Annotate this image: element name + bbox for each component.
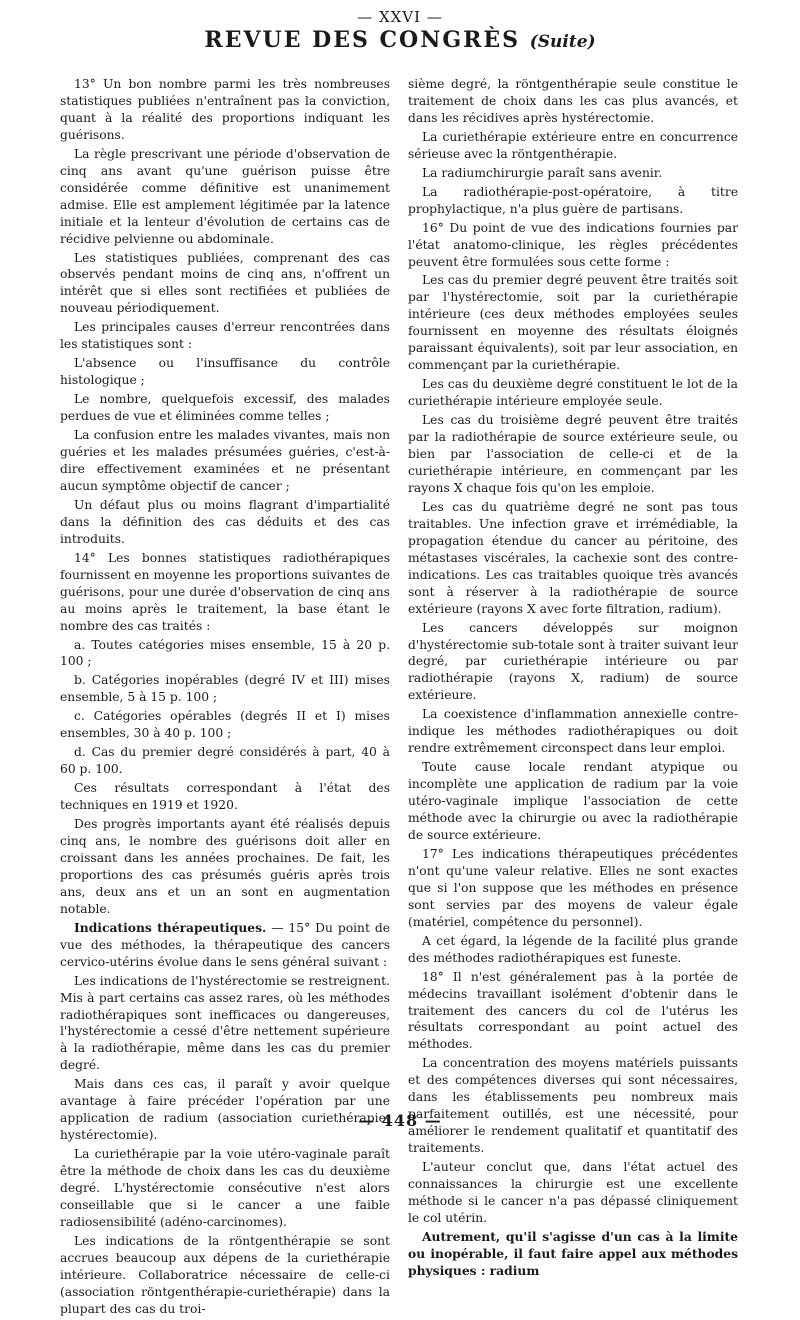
paragraph: 17° Les indications thérapeutiques précédentes n'ont qu'une valeur relative. Elles ne sont exactes que si l'on suppose que les méthodes en présence sont servies par des moyens de valeur égale (matériel, compétence du personnel). bbox=[408, 846, 738, 929]
paragraph: La confusion entre les malades vivantes, mais non guéries et les malades présumées guéries, c'est-à-dire effectivement examinées et ne présentant aucun symptôme objectif de cancer ; bbox=[60, 428, 390, 493]
paragraph: Les cancers développés sur moignon d'hystérectomie sub-totale sont à traiter suivant leur degré, par curiethérapie intérieure ou par radiothérapie (rayons X, radium) de source extérieure. bbox=[408, 620, 738, 703]
paragraph: La curiethérapie par la voie utéro-vaginale paraît être la méthode de choix dans les cas du deuxième degré. L'hystérectomie consécutive n'est alors conseillable que si le cancer a une faible radiosensibilité (adéno-carcinomes). bbox=[60, 1147, 390, 1229]
page-header-roman: — XXVI — bbox=[357, 8, 443, 26]
paragraph: Les cas du premier degré peuvent être traités soit par l'hystérectomie, soit par la curiethérapie intérieure (ces deux méthodes employées seules fournissent en moyenne des résultats éloignés paraissant équivalents), soit par leur association, en commençant par la curiethérapie. bbox=[408, 273, 738, 373]
paragraph: La règle prescrivant une période d'observation de cinq ans avant qu'une guérison puisse être considérée comme définitive est unanimement admise. Elle est amplement légitimée par la latence initiale et la lenteur d'évolution de certains cas de récidive pelvienne ou abdominale. bbox=[60, 146, 390, 246]
page-title bbox=[0, 27, 800, 53]
paragraph: Les cas du troisième degré peuvent être traités par la radiothérapie de source extérieure seule, ou bien par l'association de celle-ci et de la curiethérapie intérieure, en commençant par les rayons X chaque fois qu'on les emploie. bbox=[408, 413, 738, 495]
left-column bbox=[60, 76, 390, 1320]
list-item: a. Toutes catégories mises ensemble, 15 à 20 p. 100 ; bbox=[60, 637, 390, 669]
paragraph: La radiothérapie-post-opératoire, à titre prophylactique, n'a plus guère de partisans. bbox=[408, 184, 738, 216]
paragraph: Autrement, qu'il s'agisse d'un cas à la limite ou inopérable, il faut faire appel aux méthodes physiques : radium bbox=[408, 1228, 738, 1278]
paragraph: 16° Du point de vue des indications fournies par l'état anatomo-clinique, les règles précédentes peuvent être formulées sous cette forme : bbox=[408, 220, 738, 269]
paragraph: sième degré, la röntgenthérapie seule constitue le traitement de choix dans les cas plus avancés, et dans les récidives après hystérectomie. bbox=[408, 77, 738, 125]
paragraph: 14° Les bonnes statistiques radiothérapiques fournissent en moyenne les proportions suivantes de guérisons, pour une durée d'observation de cinq ans au moins après le traitement, la base étant le nombre des cas traités : bbox=[60, 550, 390, 633]
section-lead: Indications thérapeutiques. bbox=[74, 919, 267, 935]
paragraph: La radiumchirurgie paraît sans avenir. bbox=[422, 165, 663, 180]
paragraph: Des progrès importants ayant été réalisés depuis cinq ans, le nombre des guérisons doit aller en croissant dans les années prochaines. De fait, les proportions des cas présumés guéris après trois ans, deux ans et un an sont en augmentation notable. bbox=[60, 817, 390, 916]
paragraph: Ces résultats correspondant à l'état des techniques en 1919 et 1920. bbox=[60, 781, 390, 813]
list-item: b. Catégories inopérables (degré IV et III) mises ensemble, 5 à 15 p. 100 ; bbox=[60, 673, 390, 705]
paragraph: A cet égard, la légende de la facilité plus grande des méthodes radiothérapiques est funeste. bbox=[408, 933, 738, 965]
paragraph: Toute cause locale rendant atypique ou incomplète une application de radium par la voie utéro-vaginale implique l'association de cette méthode avec la chirurgie ou avec la radiothérapie de source extérieure. bbox=[408, 760, 738, 842]
paragraph: Un défaut plus ou moins flagrant d'impartialité dans la définition des cas déduits et des cas introduits. bbox=[60, 497, 390, 546]
right-column bbox=[408, 76, 738, 1282]
paragraph: Les indications de la röntgenthérapie se sont accrues beaucoup aux dépens de la curiethérapie intérieure. Collaboratrice nécessaire de celle-ci (association röntgenthérapie-curiethérapie) dans la plupart des cas du troi- bbox=[60, 1233, 390, 1316]
paragraph: La coexistence d'inflammation annexielle contre-indique les méthodes radiothérapiques ou doit rendre extrêmement circonspect dans leur emploi. bbox=[408, 707, 738, 756]
paragraph: Les indications de l'hystérectomie se restreignent. Mis à part certains cas assez rares, où les méthodes radiothérapiques sont inefficaces ou dangereuses, l'hystérectomie a cessé d'être nettement supérieure à la radiothérapie, même dans les cas du premier degré. bbox=[60, 973, 390, 1073]
paragraph: Mais dans ces cas, il paraît y avoir quelque avantage à faire précéder l'opération par une application de radium (association curiethérapie-hystérectomie). bbox=[60, 1077, 390, 1143]
paragraph: Les cas du quatrième degré ne sont pas tous traitables. Une infection grave et irrémédiable, la propagation étendue du cancer au péritoine, des métastases viscérales, la cachexie sont des contre-indications. Les cas traitables quoique très avancés sont à réserver à la radiothérapie de source extérieure (rayons X avec forte filtration, radium). bbox=[408, 499, 738, 616]
paragraph: La concentration des moyens matériels puissants et des compétences diverses qui sont nécessaires, dans les établissements peu nombreux mais parfaitement outillés, est une nécessité, pour améliorer le rendement qualitatif et quantitatif des traitements. bbox=[408, 1056, 738, 1156]
page-number: — 448 — bbox=[358, 1111, 442, 1130]
page-title-text: REVUE DES CONGRÈS bbox=[204, 27, 521, 53]
paragraph bbox=[60, 920, 390, 971]
paragraph: 18° Il n'est généralement pas à la portée de médecins travaillant isolément d'obtenir dans le traitement des cancers du col de l'utérus les résultats correspondant au point actuel des méthodes. bbox=[408, 969, 738, 1052]
paragraph: 13° Un bon nombre parmi les très nombreuses statistiques publiées n'entraînent pas la conviction, quant à la réalité des proportions indiquant les guérisons. bbox=[60, 77, 390, 142]
paragraph: Le nombre, quelquefois excessif, des malades perdues de vue et éliminées comme telles ; bbox=[60, 392, 390, 424]
list-item: d. Cas du premier degré considérés à part, 40 à 60 p. 100. bbox=[60, 745, 390, 777]
page-title-suite: (Suite) bbox=[529, 32, 596, 52]
paragraph: L'auteur conclut que, dans l'état actuel des connaissances la chirurgie est une excellente méthode si le cancer n'a pas dépassé cliniquement le col utérin. bbox=[408, 1160, 738, 1225]
paragraph: Les principales causes d'erreur rencontrées dans les statistiques sont : bbox=[60, 320, 390, 352]
paragraph: Les cas du deuxième degré constituent le lot de la curiethérapie intérieure employée seule. bbox=[408, 377, 738, 409]
paragraph-text: — 15° Du point de vue des méthodes, la thérapeutique des cancers cervico-utérins évolue dans le sens général suivant : bbox=[60, 920, 390, 969]
list-item: c. Catégories opérables (degrés II et I) mises ensembles, 30 à 40 p. 100 ; bbox=[60, 709, 390, 741]
paragraph: L'absence ou l'insuffisance du contrôle histologique ; bbox=[60, 356, 390, 388]
paragraph: La curiethérapie extérieure entre en concurrence sérieuse avec la röntgenthérapie. bbox=[408, 129, 738, 161]
paragraph: Les statistiques publiées, comprenant des cas observés pendant moins de cinq ans, n'offrent un intérêt que si elles sont rectifiées et publiées de nouveau périodiquement. bbox=[60, 250, 390, 316]
